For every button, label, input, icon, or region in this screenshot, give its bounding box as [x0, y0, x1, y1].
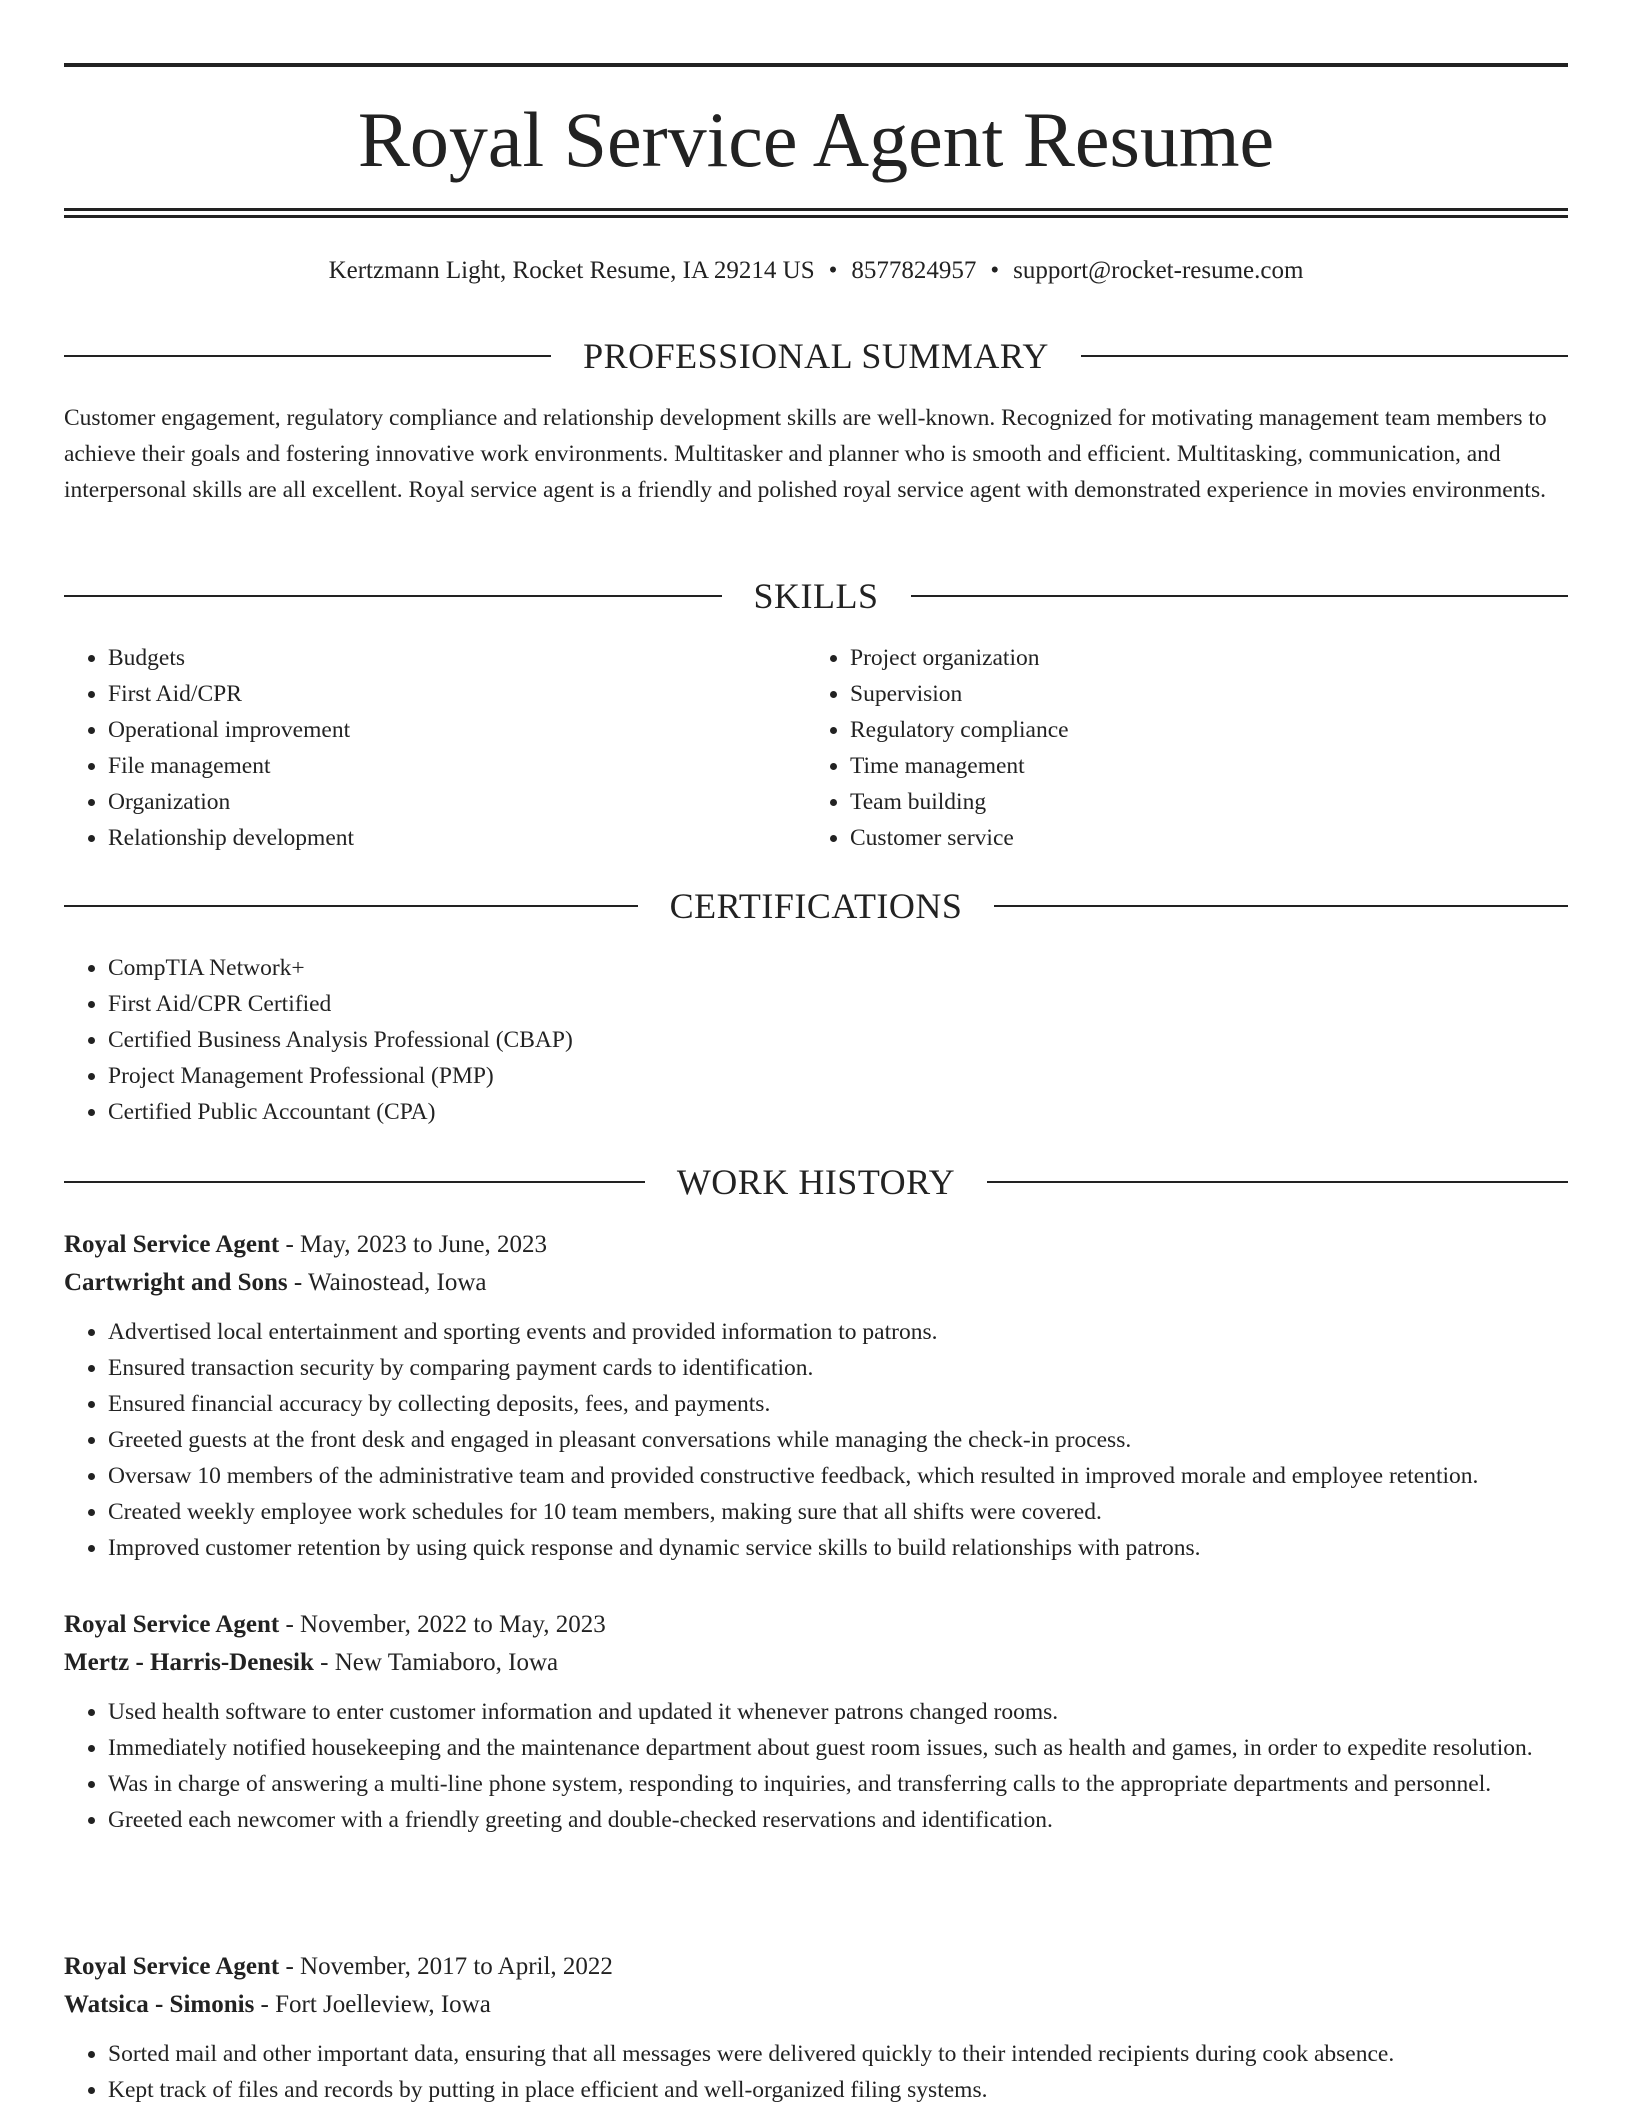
resume-title: Royal Service Agent Resume: [357, 96, 1275, 183]
job-dates: - November, 2017 to April, 2022: [279, 1953, 613, 1980]
job-entry: [64, 1226, 1568, 1566]
list-item: • Was in charge of answering a multi-line phone system, responding to inquiries, and transferring calls to the appropriate departments and personnel.: [108, 1766, 1568, 1802]
job-title-line: [64, 1606, 1568, 1644]
list-item: • Greeted each newcomer with a friendly greeting and double-checked reservations and identification.: [108, 1802, 1568, 1838]
job-entry: [64, 1948, 1568, 2108]
job-title: Royal Service Agent: [64, 1953, 280, 1980]
job-location: - Fort Joelleview, Iowa: [254, 1991, 491, 2018]
heading-rule-right: [1081, 355, 1568, 357]
list-item: • First Aid/CPR Certified: [108, 986, 1564, 1022]
job-company-line: [64, 1986, 1568, 2024]
list-item: • Created weekly employee work schedules for 10 team members, making sure that all shifts were covered.: [108, 1494, 1568, 1530]
contact-line: [64, 254, 1568, 288]
heading-rule-left: [64, 905, 638, 907]
contact-phone: 8577824957: [851, 257, 977, 284]
list-item: • Advertised local entertainment and sporting events and provided information to patrons.: [108, 1314, 1568, 1350]
top-rule: [64, 63, 1568, 67]
title-double-rule: [64, 208, 1568, 218]
work-history-heading-label: WORK HISTORY: [676, 1162, 956, 1202]
certifications-heading-label: CERTIFICATIONS: [669, 886, 963, 926]
list-item: • Greeted guests at the front desk and engaged in pleasant conversations while managing the check-in process.: [108, 1422, 1568, 1458]
job-entry: [64, 1606, 1568, 1838]
list-item: • Certified Business Analysis Professional (CBAP): [108, 1022, 1564, 1058]
summary-text: Customer engagement, regulatory compliance and relationship development skills are well-known. Recognized for motivating management team members to achieve their goals and fostering innovative work environments. Multitasker and planner who is smooth and efficient. Multitasking, communication, and interpersonal skills are all excellent. Royal service agent is a friendly and polished royal service agent with demonstrated experience in movies environments.: [64, 405, 1547, 503]
list-item: • Ensured financial accuracy by collecting deposits, fees, and payments.: [108, 1386, 1568, 1422]
summary-heading-label: PROFESSIONAL SUMMARY: [583, 336, 1049, 376]
list-item: • Project Management Professional (PMP): [108, 1058, 1564, 1094]
contact-address: Kertzmann Light, Rocket Resume, IA 29214 US: [328, 257, 815, 284]
job-location: - New Tamiaboro, Iowa: [313, 1649, 559, 1676]
job-title: Royal Service Agent: [64, 1231, 280, 1258]
job-company-line: [64, 1264, 1568, 1302]
list-item: • Customer service: [850, 820, 1566, 856]
heading-rule-left: [64, 355, 551, 357]
job-dates: - November, 2022 to May, 2023: [279, 1611, 606, 1638]
list-item: • Project organization: [850, 640, 1566, 676]
list-item: • First Aid/CPR: [108, 676, 804, 712]
list-item: • Regulatory compliance: [850, 712, 1566, 748]
list-item: • Relationship development: [108, 820, 804, 856]
list-item: • Kept track of files and records by putting in place efficient and well-organized filing systems.: [108, 2072, 1568, 2108]
list-item: • Oversaw 10 members of the administrative team and provided constructive feedback, which resulted in improved morale and employee retention.: [108, 1458, 1568, 1494]
heading-rule-right: [994, 905, 1568, 907]
heading-rule-right: [911, 595, 1569, 597]
heading-rule-left: [64, 1181, 645, 1183]
list-item: • Immediately notified housekeeping and the maintenance department about guest room issues, such as health and games, in order to expedite resolution.: [108, 1730, 1568, 1766]
skills-heading: [64, 574, 1568, 618]
list-item: • Ensured transaction security by comparing payment cards to identification.: [108, 1350, 1568, 1386]
list-item: • Improved customer retention by using quick response and dynamic service skills to build relationships with patrons.: [108, 1530, 1568, 1566]
list-item: • Sorted mail and other important data, ensuring that all messages were delivered quickly to their intended recipients during cook absence.: [108, 2036, 1568, 2072]
list-item: • Certified Public Accountant (CPA): [108, 1094, 1564, 1130]
skills-column-right: [806, 640, 1566, 856]
contact-email: support@rocket-resume.com: [1013, 257, 1304, 284]
list-item: • Organization: [108, 784, 804, 820]
list-item: • Used health software to enter customer information and updated it whenever patrons changed rooms.: [108, 1694, 1568, 1730]
job-dates: - May, 2023 to June, 2023: [279, 1231, 548, 1258]
heading-rule-right: [987, 1181, 1568, 1183]
work-history-heading: [64, 1160, 1568, 1204]
job-title: Royal Service Agent: [64, 1611, 280, 1638]
contact-separator: •: [828, 257, 838, 284]
job-company-line: [64, 1644, 1568, 1682]
skills-heading-label: SKILLS: [753, 576, 879, 616]
heading-rule-left: [64, 595, 722, 597]
list-item: • Supervision: [850, 676, 1566, 712]
job-company: Mertz - Harris-Denesik: [64, 1649, 314, 1676]
job-company: Watsica - Simonis: [64, 1991, 255, 2018]
list-item: • Team building: [850, 784, 1566, 820]
skills-column-left: [64, 640, 804, 856]
list-item: • Budgets: [108, 640, 804, 676]
job-title-line: [64, 1948, 1568, 1986]
summary-heading: [64, 334, 1568, 378]
job-title-line: [64, 1226, 1568, 1264]
certifications-list: [64, 950, 1564, 1130]
certifications-heading: [64, 884, 1568, 928]
list-item: • CompTIA Network+: [108, 950, 1564, 986]
list-item: • File management: [108, 748, 804, 784]
list-item: • Operational improvement: [108, 712, 804, 748]
job-location: - Wainostead, Iowa: [287, 1269, 487, 1296]
list-item: • Time management: [850, 748, 1566, 784]
contact-separator: •: [990, 257, 1000, 284]
job-company: Cartwright and Sons: [64, 1269, 288, 1296]
